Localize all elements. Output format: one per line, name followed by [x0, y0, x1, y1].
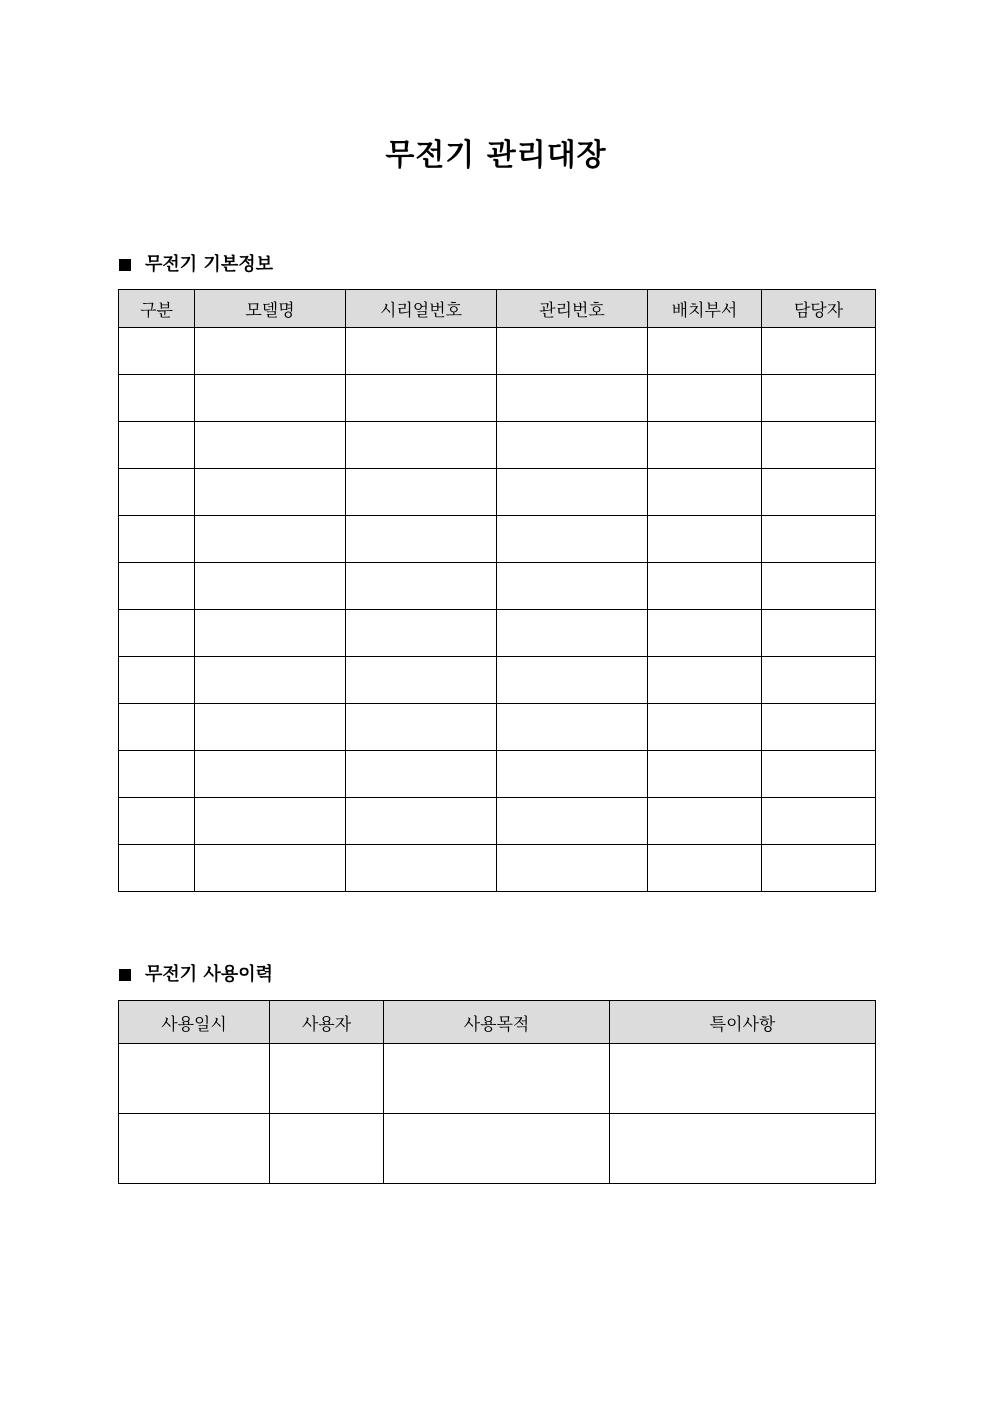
table-cell[interactable] [195, 751, 346, 798]
table-cell[interactable] [346, 328, 497, 375]
table-cell[interactable] [497, 375, 648, 422]
table-cell[interactable] [648, 328, 762, 375]
table-row [119, 422, 876, 469]
table-cell[interactable] [346, 657, 497, 704]
table-cell[interactable] [648, 845, 762, 892]
section-heading-label: 무전기 사용이력 [145, 964, 273, 985]
usage-history-table [118, 1000, 876, 1184]
table-cell[interactable] [195, 422, 346, 469]
table-cell[interactable] [648, 469, 762, 516]
table-cell[interactable] [762, 751, 876, 798]
table-cell[interactable] [497, 657, 648, 704]
table-row [119, 516, 876, 563]
table-cell[interactable] [346, 610, 497, 657]
table-cell[interactable] [346, 422, 497, 469]
table-row [119, 704, 876, 751]
table-cell[interactable] [610, 1114, 876, 1184]
table-cell[interactable] [195, 845, 346, 892]
table-cell[interactable] [119, 1044, 270, 1114]
section-heading-usage-history [119, 963, 273, 987]
table-row [119, 469, 876, 516]
column-header-remarks: 특이사항 [610, 1001, 876, 1044]
table-cell[interactable] [648, 610, 762, 657]
table-cell[interactable] [195, 657, 346, 704]
table-cell[interactable] [346, 516, 497, 563]
table-cell[interactable] [762, 610, 876, 657]
page-title: 무전기 관리대장 [385, 138, 607, 173]
table-cell[interactable] [497, 328, 648, 375]
table-cell[interactable] [497, 422, 648, 469]
table-cell[interactable] [497, 563, 648, 610]
section-heading-basic-info [119, 253, 273, 277]
table-row [119, 1044, 876, 1114]
table-row [119, 328, 876, 375]
column-header-model: 모델명 [195, 290, 346, 328]
table-cell[interactable] [648, 375, 762, 422]
table-cell[interactable] [762, 328, 876, 375]
column-header-serial: 시리얼번호 [346, 290, 497, 328]
table-cell[interactable] [762, 845, 876, 892]
column-header-manager: 담당자 [762, 290, 876, 328]
table-cell[interactable] [270, 1044, 384, 1114]
section-heading-label: 무전기 기본정보 [145, 254, 273, 275]
column-header-department: 배치부서 [648, 290, 762, 328]
table-cell[interactable] [762, 422, 876, 469]
table-cell[interactable] [648, 657, 762, 704]
table-cell[interactable] [119, 516, 195, 563]
table-cell[interactable] [384, 1044, 610, 1114]
table-cell[interactable] [119, 563, 195, 610]
table-cell[interactable] [195, 610, 346, 657]
table-cell[interactable] [119, 375, 195, 422]
square-bullet-icon [119, 969, 131, 981]
column-header-category: 구분 [119, 290, 195, 328]
table-cell[interactable] [648, 422, 762, 469]
table-cell[interactable] [497, 704, 648, 751]
table-cell[interactable] [195, 516, 346, 563]
table-cell[interactable] [195, 704, 346, 751]
table-cell[interactable] [497, 610, 648, 657]
table-row [119, 798, 876, 845]
table-cell[interactable] [497, 516, 648, 563]
table-cell[interactable] [384, 1114, 610, 1184]
table-cell[interactable] [762, 516, 876, 563]
table-cell[interactable] [346, 704, 497, 751]
table-cell[interactable] [610, 1044, 876, 1114]
table-cell[interactable] [762, 375, 876, 422]
column-header-user: 사용자 [270, 1001, 384, 1044]
table-cell[interactable] [346, 845, 497, 892]
table-cell[interactable] [119, 422, 195, 469]
basic-info-table [118, 289, 876, 892]
table-cell[interactable] [762, 469, 876, 516]
table-cell[interactable] [119, 1114, 270, 1184]
table-cell[interactable] [195, 328, 346, 375]
table-cell[interactable] [195, 563, 346, 610]
table-cell[interactable] [119, 845, 195, 892]
square-bullet-icon [119, 259, 131, 271]
table-cell[interactable] [497, 751, 648, 798]
table-header-row [119, 1001, 876, 1044]
table-row [119, 375, 876, 422]
table-cell[interactable] [119, 704, 195, 751]
table-cell[interactable] [119, 610, 195, 657]
table-cell[interactable] [119, 328, 195, 375]
table-cell[interactable] [762, 798, 876, 845]
table-cell[interactable] [648, 516, 762, 563]
table-cell[interactable] [497, 845, 648, 892]
table-header-row [119, 290, 876, 328]
table-cell[interactable] [346, 469, 497, 516]
table-cell[interactable] [648, 704, 762, 751]
table-row [119, 1114, 876, 1184]
table-cell[interactable] [119, 798, 195, 845]
table-cell[interactable] [270, 1114, 384, 1184]
table-row [119, 845, 876, 892]
table-cell[interactable] [346, 563, 497, 610]
table-row [119, 610, 876, 657]
table-cell[interactable] [195, 469, 346, 516]
table-cell[interactable] [762, 563, 876, 610]
table-cell[interactable] [346, 375, 497, 422]
table-cell[interactable] [195, 375, 346, 422]
table-row [119, 751, 876, 798]
table-cell[interactable] [648, 563, 762, 610]
column-header-purpose: 사용목적 [384, 1001, 610, 1044]
table-cell[interactable] [648, 751, 762, 798]
table-row [119, 657, 876, 704]
table-cell[interactable] [346, 751, 497, 798]
table-cell[interactable] [195, 798, 346, 845]
table-cell[interactable] [119, 469, 195, 516]
column-header-usage-datetime: 사용일시 [119, 1001, 270, 1044]
table-cell[interactable] [119, 751, 195, 798]
table-cell[interactable] [346, 798, 497, 845]
table-row [119, 563, 876, 610]
table-cell[interactable] [762, 657, 876, 704]
table-cell[interactable] [497, 798, 648, 845]
table-cell[interactable] [648, 798, 762, 845]
column-header-management-no: 관리번호 [497, 290, 648, 328]
table-cell[interactable] [497, 469, 648, 516]
table-cell[interactable] [119, 657, 195, 704]
table-cell[interactable] [762, 704, 876, 751]
